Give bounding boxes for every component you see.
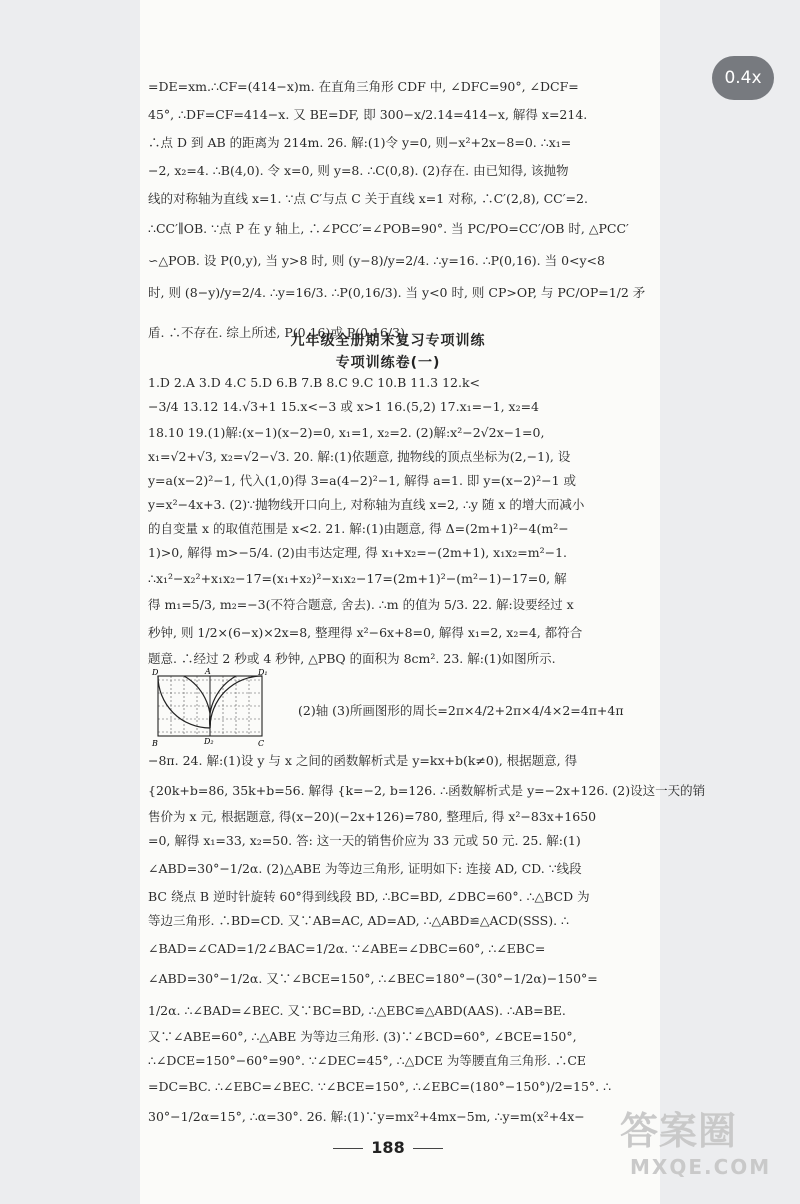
text-line: −2, x₂=4. ∴B(4,0). 令 x=0, 则 y=8. ∴C(0,8). (2)存在. 由已知得, 该抛物 xyxy=(148,163,569,178)
subsection-title: 专项训练卷(一) xyxy=(335,355,441,371)
text-line: −3/4 13.12 14.√3+1 15.x<−3 或 x>1 16.(5,2) 17.x₁=−1, x₂=4 xyxy=(148,399,540,414)
text-line: 时, 则 (8−y)/y=2/4. ∴y=16/3. ∴P(0,16/3). 当 y<0 时, 则 CP>OP, 与 PC/OP=1/2 矛 xyxy=(148,285,646,300)
text-line: 得 m₁=5/3, m₂=−3(不符合题意, 舍去). ∴m 的值为 5/3. 22. 解:设要经过 x xyxy=(148,597,574,612)
text-line: 秒钟, 则 1/2×(6−x)×2x=8, 整理得 x²−6x+8=0, 解得 x₁=2, x₂=4, 都符合 xyxy=(148,625,583,640)
text-line: ∴x₁²−x₂²+x₁x₂−17=(x₁+x₂)²−x₁x₂−17=(2m+1)²−(m²−1)−17=0, 解 xyxy=(148,571,567,586)
text-line: x₁=√2+√3, x₂=√2−√3. 20. 解:(1)依题意, 抛物线的顶点坐标为(2,−1), 设 xyxy=(148,449,571,464)
text-line: ∴CC′∥OB. ∵点 P 在 y 轴上, ∴∠PCC′=∠POB=90°. 当 PC/PO=CC′/OB 时, △PCC′ xyxy=(148,221,629,236)
text-line: ∽△POB. 设 P(0,y), 当 y>8 时, 则 (y−8)/y=2/4. ∴y=16. ∴P(0,16). 当 0<y<8 xyxy=(148,253,605,268)
page-number: 188 xyxy=(148,1138,628,1157)
text-line: −8π. 24. 解:(1)设 y 与 x 之间的函数解析式是 y=kx+b(k≠0), 根据题意, 得 xyxy=(148,753,578,768)
text-line: 的自变量 x 的取值范围是 x<2. 21. 解:(1)由题意, 得 Δ=(2m+1)²−4(m²− xyxy=(148,521,569,536)
figure-label-a: A xyxy=(205,667,211,676)
text-line: =DE=xm.∴CF=(414−x)m. 在直角三角形 CDF 中, ∠DFC=90°, ∠DCF= xyxy=(148,79,579,94)
text-line: 30°−1/2α=15°, ∴α=30°. 26. 解:(1)∵y=mx²+4mx−5m, ∴y=m(x²+4x− xyxy=(148,1109,585,1124)
text-line: y=x²−4x+3. (2)∵抛物线开口向上, 对称轴为直线 x=2, ∴y 随 x 的增大而减小 xyxy=(148,497,585,512)
figure-caption: (2)轴 (3)所画图形的周长=2π×4/2+2π×4/4×2=4π+4π xyxy=(298,703,624,718)
text-line: BC 绕点 B 逆时针旋转 60°得到线段 BD, ∴BC=BD, ∠DBC=60°. ∴△BCD 为 xyxy=(148,889,590,904)
grid-figure xyxy=(150,668,274,748)
text-line: 售价为 x 元, 根据题意, 得(x−20)(−2x+126)=780, 整理后, 得 x²−83x+1650 xyxy=(148,809,597,824)
text-line: ∴点 D 到 AB 的距离为 214m. 26. 解:(1)令 y=0, 则−x²+2x−8=0. ∴x₁= xyxy=(148,135,572,150)
text-line: 45°, ∴DF=CF=414−x. 又 BE=DF, 即 300−x/2.14=414−x, 解得 x=214. xyxy=(148,107,588,122)
text-line: 等边三角形. ∴BD=CD. 又∵AB=AC, AD=AD, ∴△ABD≌△ACD(SSS). ∴ xyxy=(148,913,569,928)
section-title: 九年级全册期末复习专项训练 xyxy=(290,333,486,349)
text-line: 线的对称轴为直线 x=1. ∵点 C′与点 C 关于直线 x=1 对称, ∴C′(2,8), CC′=2. xyxy=(148,191,588,206)
watermark-main-text: 答案圈 xyxy=(620,1109,738,1153)
figure-label-c: C xyxy=(258,739,265,748)
text-line: y=a(x−2)²−1, 代入(1,0)得 3=a(4−2)²−1, 解得 a=1. 即 y=(x−2)²−1 或 xyxy=(148,473,577,488)
figure-label-d2: D₂ xyxy=(204,737,214,746)
text-line: 1)>0, 解得 m>−5/4. (2)由韦达定理, 得 x₁+x₂=−(2m+1), x₁x₂=m²−1. xyxy=(148,545,568,560)
zoom-level-badge[interactable]: 0.4x xyxy=(712,56,774,100)
text-line: ∴∠DCE=150°−60°=90°. ∵∠DEC=45°, ∴△DCE 为等腰直角三角形. ∴CE xyxy=(148,1053,587,1068)
text-line: 1.D 2.A 3.D 4.C 5.D 6.B 7.B 8.C 9.C 10.B 11.3 12.k< xyxy=(148,375,481,390)
text-line: ∠ABD=30°−1/2α. 又∵∠BCE=150°, ∴∠BEC=180°−(30°−1/2α)−150°= xyxy=(148,971,598,986)
text-line: ∠BAD=∠CAD=1/2∠BAC=1/2α. ∵∠ABE=∠DBC=60°, ∴∠EBC= xyxy=(148,941,546,956)
watermark-logo xyxy=(620,1108,790,1198)
text-line: =0, 解得 x₁=33, x₂=50. 答: 这一天的销售价应为 33 元或 50 元. 25. 解:(1) xyxy=(148,833,581,848)
text-line: 18.10 19.(1)解:(x−1)(x−2)=0, x₁=1, x₂=2. (2)解:x²−2√2x−1=0, xyxy=(148,425,545,440)
text-line: =DC=BC. ∴∠EBC=∠BEC. ∵∠BCE=150°, ∴∠EBC=(180°−150°)/2=15°. ∴ xyxy=(148,1079,612,1094)
watermark-url: MXQE.COM xyxy=(630,1155,772,1179)
text-line: 题意. ∴经过 2 秒或 4 秒钟, △PBQ 的面积为 8cm². 23. 解:(1)如图所示. xyxy=(148,651,556,666)
text-line: ∠ABD=30°−1/2α. (2)△ABE 为等边三角形, 证明如下: 连接 AD, CD. ∵线段 xyxy=(148,861,582,876)
figure-label-d: D xyxy=(152,668,159,677)
text-line: {20k+b=86, 35k+b=56. 解得 {k=−2, b=126. ∴函数解析式是 y=−2x+126. (2)设这一天的销 xyxy=(148,783,706,798)
text-line: 盾. ∴不存在. 综上所述, P(0,16)或 P(0,16/3). xyxy=(148,325,409,340)
text-line: 又∵∠ABE=60°, ∴△ABE 为等边三角形. (3)∵∠BCD=60°, ∠BCE=150°, xyxy=(148,1029,577,1044)
figure-label-d1: D₁ xyxy=(258,668,268,677)
figure-label-b: B xyxy=(152,739,158,748)
text-line: 1/2α. ∴∠BAD=∠BEC. 又∵BC=BD, ∴△EBC≌△ABD(AAS). ∴AB=BE. xyxy=(148,1003,566,1018)
